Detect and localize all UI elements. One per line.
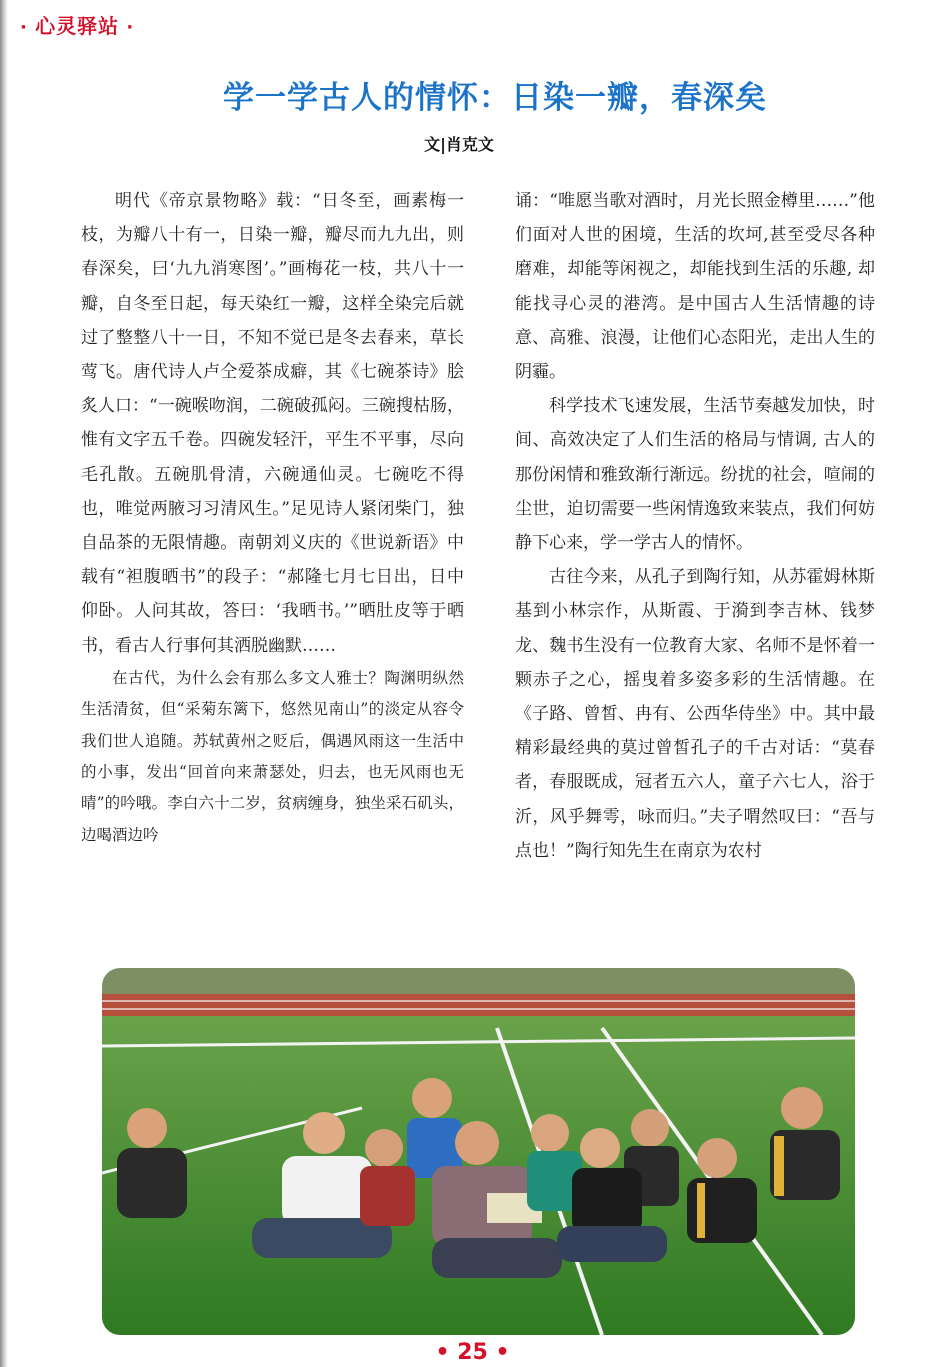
article-left-column: [81, 184, 464, 851]
bullet-dot: ·: [119, 17, 135, 38]
section-tag: [20, 10, 134, 39]
article-paragraph: 科学技术飞速发展，生活节奏越发加快，时间、高效决定了人们生活的格局与情调, 古人的那份闲情和雅致渐行渐远。纷扰的社会，喧闹的尘世，迫切需要一些闲情逸致来装点，我们何妨静下心来，学一学古人的情怀。: [515, 396, 875, 554]
article-right-column: [515, 184, 875, 868]
article-paragraph: 在古代，为什么会有那么多文人雅士？陶渊明纵然生活清贫，但“采菊东篱下，悠然见南山”的淡定从容令我们世人追随。苏轼黄州之贬后，偶遇风雨这一生活中的小事，发出“回首向来萧瑟处，归去，也无风雨也无晴”的吟哦。李白六十二岁，贫病缠身，独坐采石矶头，边喝酒边吟: [81, 668, 464, 844]
article-paragraph: 诵：“唯愿当歌对酒时，月光长照金樽里……”他们面对人世的困境，生活的坎坷,甚至受尽各种磨难，却能等闲视之，却能找到生活的乐趣, 却能找寻心灵的港湾。是中国古人生活情趣的诗意、高雅、浪漫，让他们心态阳光，走出人生的阴霾。: [515, 191, 875, 383]
article-title: 学一学古人的情怀：日染一瓣，春深矣: [223, 80, 767, 116]
photo-illustration: [102, 968, 855, 1335]
page-number-value: 25: [457, 1340, 488, 1365]
article-byline: 文|肖克文: [424, 135, 494, 154]
article-photo: [102, 968, 855, 1335]
article-paragraph: 古往今来，从孔子到陶行知，从苏霍姆林斯基到小林宗作，从斯霞、于漪到李吉林、钱梦龙、魏书生没有一位教育大家、名师不是怀着一颗赤子之心，摇曳着多姿多彩的生活情趣。在《子路、曾皙、冉有、公西华侍坐》中。其中最精彩最经典的莫过曾皙孔子的千古对话：“莫春者，春服既成，冠者五六人，童子六七人，浴于沂，风乎舞雩，咏而归。”夫子喟然叹曰：“吾与点也！”陶行知先生在南京为农村: [515, 567, 875, 861]
bullet-dot: •: [435, 1340, 458, 1365]
article-paragraph: 明代《帝京景物略》载：“日冬至，画素梅一枝，为瓣八十有一，日染一瓣，瓣尽而九九出，则春深矣，曰‘九九消寒图’。”画梅花一枝，共八十一瓣，自冬至日起，每天染红一瓣，这样全染完后就过了整整八十一日，不知不觉已是冬去春来，草长莺飞。唐代诗人卢仝爱茶成癖，其《七碗茶诗》脍炙人口：“一碗喉吻润，二碗破孤闷。三碗搜枯肠，惟有文字五千卷。四碗发轻汗，平生不平事，尽向毛孔散。五碗肌骨清，六碗通仙灵。七碗吃不得也，唯觉两腋习习清风生。”足见诗人紧闭柴门，独自品茶的无限情趣。南朝刘义庆的《世说新语》中载有“袒腹晒书”的段子：“郝隆七月七日出，日中仰卧。人问其故，答曰：‘我晒书。’”晒肚皮等于晒书，看古人行事何其洒脱幽默……: [81, 191, 464, 656]
page-number: [0, 1340, 945, 1365]
section-tag-label: 心灵驿站: [35, 14, 120, 38]
tree-line: [102, 968, 855, 996]
running-track: [102, 994, 855, 1016]
bullet-dot: •: [487, 1340, 510, 1365]
page-edge-shadow: [0, 0, 8, 1367]
bullet-dot: ·: [20, 17, 36, 38]
